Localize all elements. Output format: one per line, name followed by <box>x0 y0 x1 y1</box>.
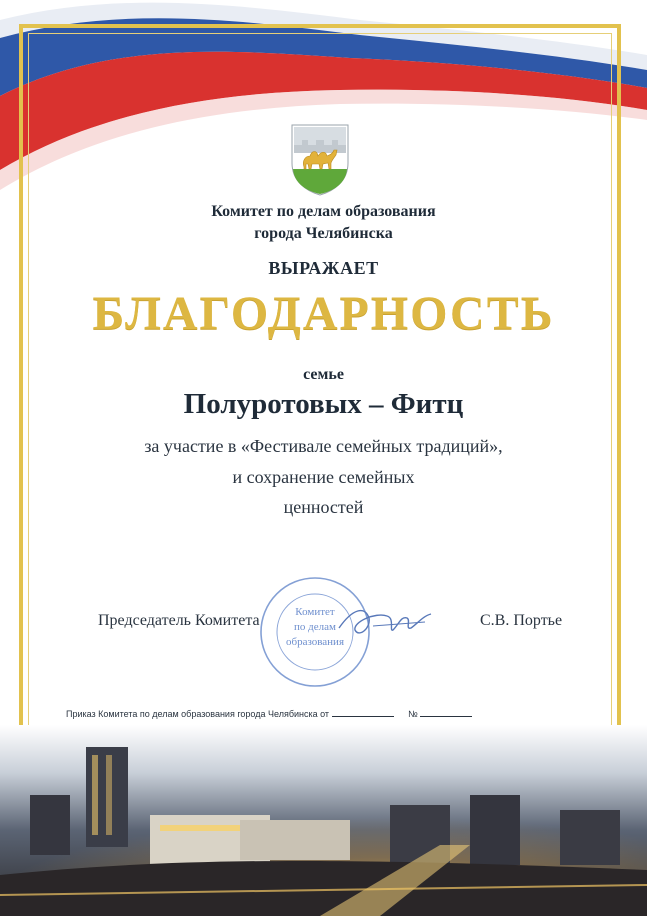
signature-icon <box>335 598 435 648</box>
coat-of-arms-icon <box>290 123 350 196</box>
signatory-position: Председатель Комитета <box>98 612 260 629</box>
reason-line1: за участие в «Фестивале семейных традиций», <box>144 436 503 456</box>
stamp-text-line2: по делам <box>294 621 336 633</box>
organization-name-line1: Комитет по делам образования <box>211 203 436 220</box>
stamp-text-line1: Комитет <box>295 606 335 618</box>
order-number-sign: № <box>408 709 418 719</box>
gratitude-title: БЛАГОДАРНОСТЬ <box>92 287 555 340</box>
order-date-blank <box>332 707 394 717</box>
city-night-panorama <box>0 725 647 916</box>
expresses-heading: ВЫРАЖАЕТ <box>268 258 379 278</box>
order-text: Приказ Комитета по делам образования города Челябинска от <box>66 709 330 719</box>
order-line <box>66 707 472 719</box>
signatory-name: С.В. Портье <box>480 612 563 629</box>
organization-name-line2: города Челябинска <box>254 225 393 242</box>
reason-line2: и сохранение семейных <box>232 467 415 487</box>
stamp-text-line3: образования <box>285 636 345 648</box>
recipient-label: семье <box>303 366 344 383</box>
order-number-blank <box>420 707 472 717</box>
recipient-name: Полуротовых – Фитц <box>183 388 464 420</box>
reason-line3: ценностей <box>283 497 364 517</box>
